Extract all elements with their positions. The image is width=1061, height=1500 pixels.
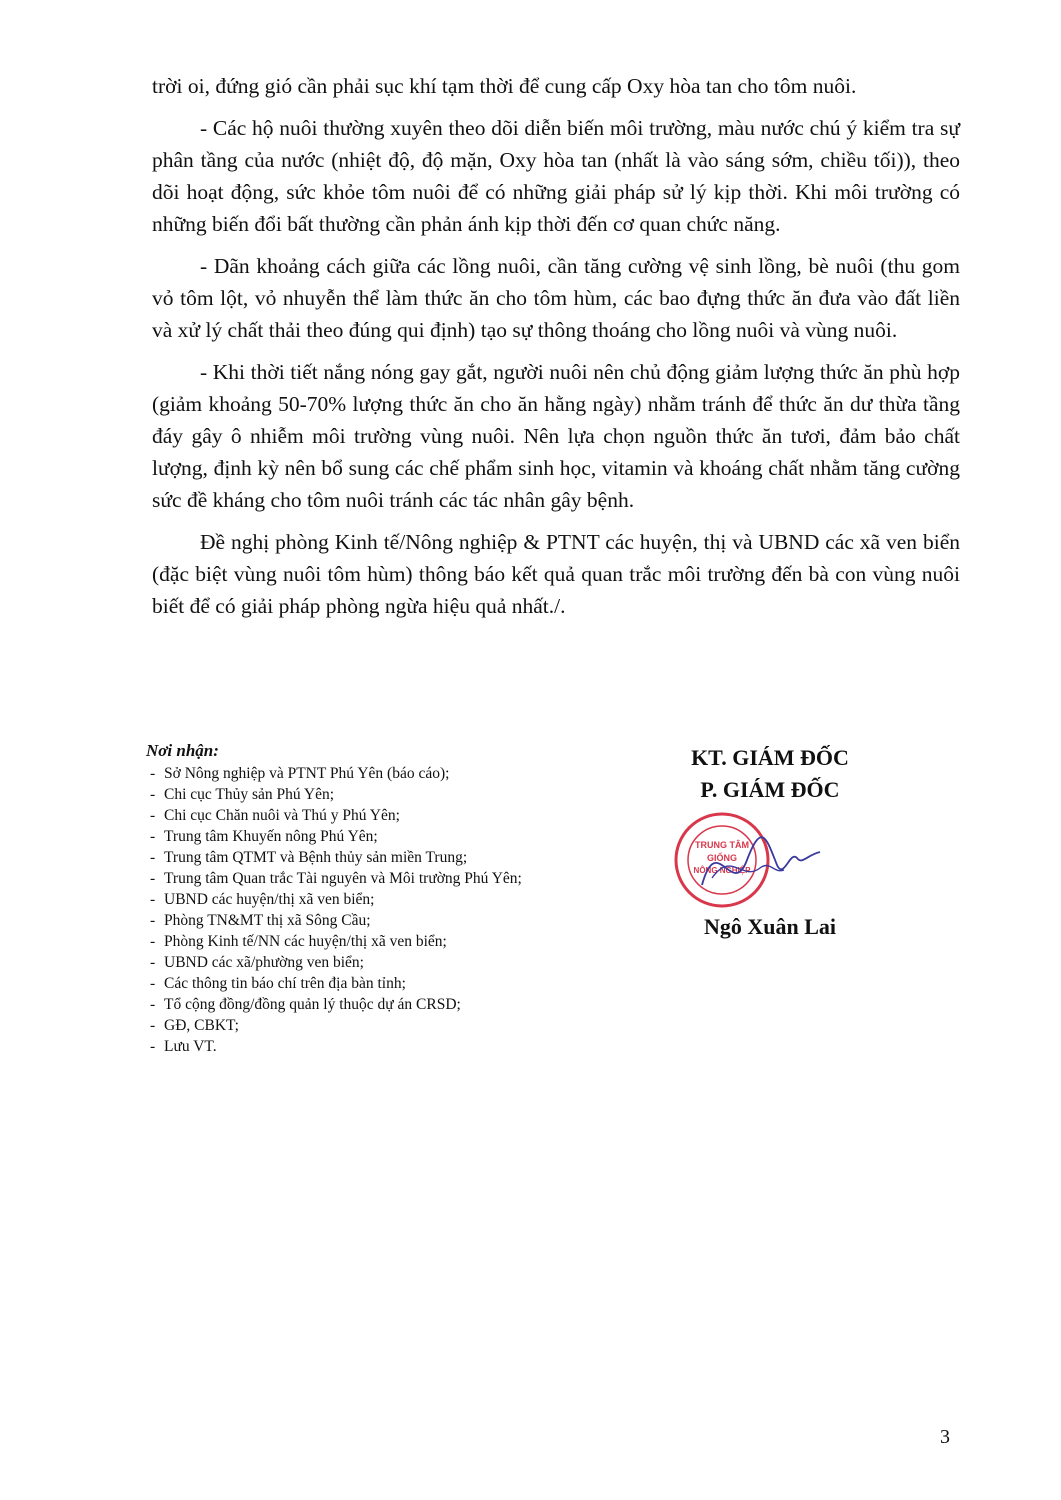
recipient-item: - Chi cục Thủy sản Phú Yên; [146,784,596,805]
paragraph-3: - Dãn khoảng cách giữa các lồng nuôi, cần tăng cường vệ sinh lồng, bè nuôi (thu gom vỏ tôm lột, vỏ nhuyễn thể làm thức ăn cho tôm hùm, các bao đựng thức ăn đưa vào đất liền và xử lý chất thải theo đúng qui định) tạo sự thông thoáng cho lồng nuôi và vùng nuôi. [152,254,960,342]
paragraph-4: - Khi thời tiết nắng nóng gay gắt, người nuôi nên chủ động giảm lượng thức ăn phù hợp (giảm khoảng 50-70% lượng thức ăn cho ăn hằng ngày) nhằm tránh để thức ăn dư thừa tầng đáy gây ô nhiễm môi trường vùng nuôi. Nên lựa chọn nguồn thức ăn tươi, đảm bảo chất lượng, định kỳ nên bổ sung các chế phẩm sinh học, vitamin và khoáng chất nhằm tăng cường sức đề kháng cho tôm nuôi tránh các tác nhân gây bệnh. [152,360,960,512]
recipient-item: - Lưu VT. [146,1036,596,1057]
body-text [152,70,960,632]
recipient-item: - Các thông tin báo chí trên địa bàn tỉnh; [146,973,596,994]
recipient-item: - Phòng Kinh tế/NN các huyện/thị xã ven biển; [146,931,596,952]
recipient-item: - UBND các xã/phường ven biển; [146,952,596,973]
recipient-item: - Trung tâm Khuyến nông Phú Yên; [146,826,596,847]
recipient-item: - Trung tâm QTMT và Bệnh thủy sản miền Trung; [146,847,596,868]
signer-name: Ngô Xuân Lai [703,914,837,939]
recipients-title: Nơi nhận: [146,741,219,760]
recipient-item: - Trung tâm Quan trắc Tài nguyên và Môi trường Phú Yên; [146,868,596,889]
paragraph-5: Đề nghị phòng Kinh tế/Nông nghiệp & PTNT các huyện, thị và UBND các xã ven biển (đặc biệt vùng nuôi tôm hùm) thông báo kết quả quan trắc môi trường đến bà con vùng nuôi biết để có giải pháp phòng ngừa hiệu quả nhất./. [152,530,960,618]
recipient-item: - Phòng TN&MT thị xã Sông Cầu; [146,910,596,931]
signature-title-line2: P. GIÁM ĐỐC [700,777,840,802]
seal-text-line3: NÔNG NGHIỆP [693,866,751,875]
signature-title-block [640,742,900,806]
seal-text-line2: GIỐNG [706,853,738,863]
recipient-item: - GĐ, CBKT; [146,1015,596,1036]
seal-text-line1: TRUNG TÂM [695,840,749,850]
recipient-item: - Sở Nông nghiệp và PTNT Phú Yên (báo cáo); [146,763,596,784]
paragraph-1: trời oi, đứng gió cần phải sục khí tạm thời để cung cấp Oxy hòa tan cho tôm nuôi. [152,74,857,98]
official-seal-and-signature [672,810,822,910]
recipient-item: - Tổ cộng đồng/đồng quản lý thuộc dự án CRSD; [146,994,596,1015]
recipients-block [146,740,596,1057]
paragraph-2: - Các hộ nuôi thường xuyên theo dõi diễn biến môi trường, màu nước chú ý kiểm tra sự phân tầng của nước (nhiệt độ, độ mặn, Oxy hòa tan (nhất là vào sáng sớm, chiều tối)), theo dõi hoạt động, sức khỏe tôm nuôi để có những giải pháp sử lý kịp thời. Khi môi trường có những biến đổi bất thường cần phản ánh kịp thời đến cơ quan chức năng. [152,116,960,236]
recipient-item: - UBND các huyện/thị xã ven biển; [146,889,596,910]
recipients-list [146,763,596,1057]
recipient-item: - Chi cục Chăn nuôi và Thú y Phú Yên; [146,805,596,826]
signature-title-line1: KT. GIÁM ĐỐC [691,745,849,770]
page-number: 3 [940,1426,950,1448]
